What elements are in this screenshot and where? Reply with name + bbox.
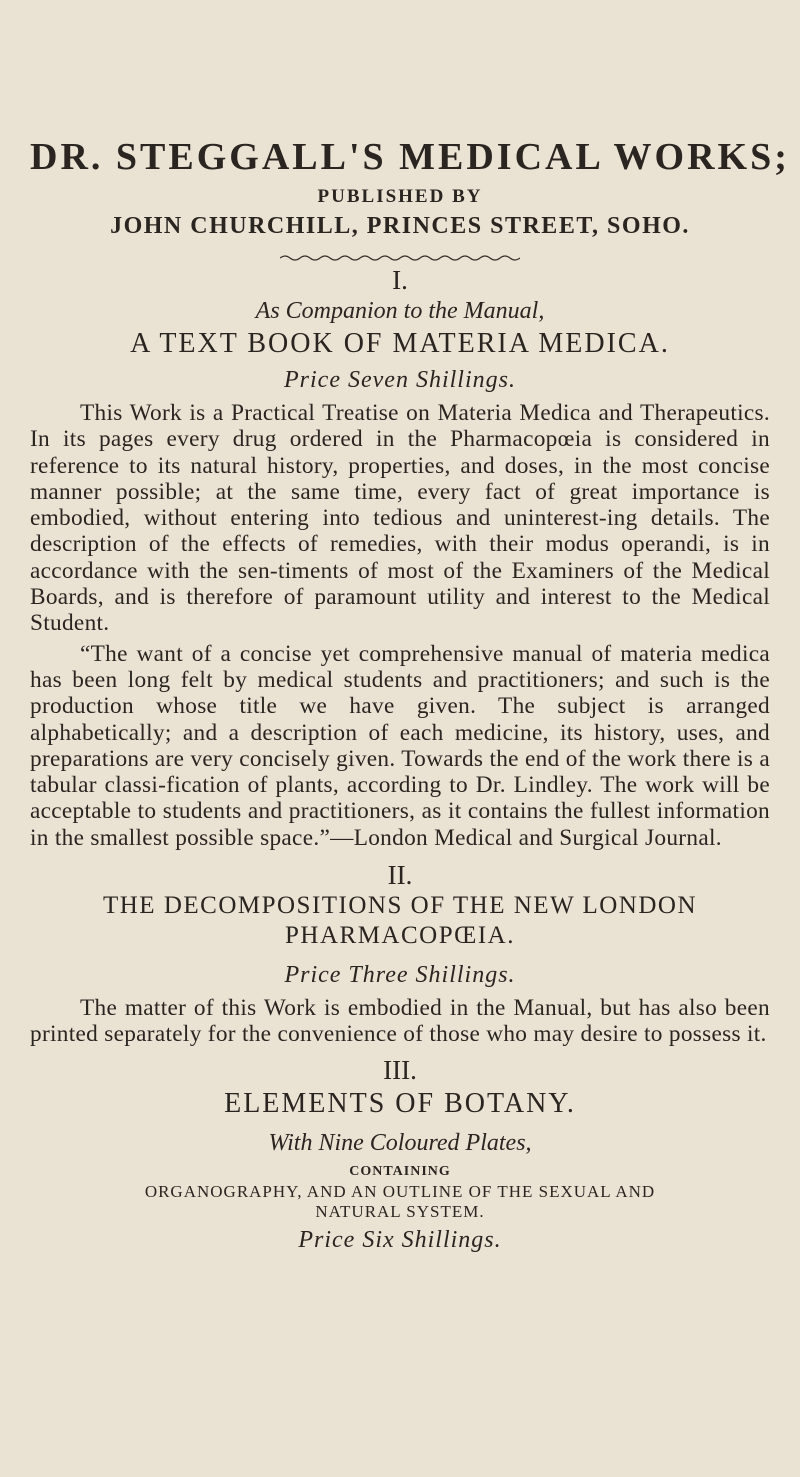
book-title: ELEMENTS OF BOTANY. <box>224 1087 576 1119</box>
section-numeral: III. <box>383 1054 417 1085</box>
book-title: A TEXT BOOK OF MATERIA MEDICA. <box>130 328 670 359</box>
page-title: DR. STEGGALL'S MEDICAL WORKS; <box>30 136 790 178</box>
section-numeral: II. <box>387 860 413 891</box>
price: Price Three Shillings. <box>284 962 516 989</box>
description-paragraph: This Work is a Practical Treatise on Materia Medica and Therapeutics. In its pages every drug ordered in the Pharmacopœia is considered in reference to its natural history, properties, and doses, in the most concise manner possible; at the same time, every fact of great importance is embodied, without entering into tedious and uninterest-ing details. The description of the effects of remedies, with their modus operandi, is in accordance with the sen-timents of most of the Examiners of the Medical Boards, and is therefore of paramount utility and interest to the Medical Student. <box>30 400 770 637</box>
containing-label: CONTAINING <box>349 1163 451 1179</box>
section-subtitle: As Companion to the Manual, <box>255 298 545 324</box>
contents-line: ORGANOGRAPHY, AND AN OUTLINE OF THE SEXUAL AND NATURAL SYSTEM. <box>144 1181 656 1221</box>
description-paragraph: The matter of this Work is embodied in the Manual, but has also been printed separately for the convenience of those who may desire to possess it. <box>30 995 770 1048</box>
section-subtitle: With Nine Coloured Plates, <box>268 1129 532 1156</box>
section-materia-medica <box>30 264 770 851</box>
price: Price Seven Shillings. <box>284 367 516 393</box>
section-decompositions <box>30 859 770 1048</box>
book-title: THE DECOMPOSITIONS OF THE NEW LONDON PHARMACOPŒIA. <box>102 892 698 950</box>
wavy-rule-divider <box>280 254 520 262</box>
review-quote: “The want of a concise yet comprehensive manual of materia medica has been long felt by medical students and practitioners; and such is the production whose title we have given. The subject is arranged alphabetically; and a description of each medicine, its history, uses, and preparations are very concisely given. Towards the end of the work there is a tabular classi-fication of plants, according to Dr. Lindley. The work will be acceptable to students and practitioners, as it contains the fullest information in the smallest possible space.”—London Medical and Surgical Journal. <box>30 640 770 851</box>
published-by: PUBLISHED BY <box>317 186 483 207</box>
section-numeral: I. <box>392 265 408 295</box>
price: Price Six Shillings. <box>298 1226 502 1253</box>
section-botany <box>30 1054 770 1256</box>
publisher: JOHN CHURCHILL, PRINCES STREET, SOHO. <box>110 213 690 239</box>
